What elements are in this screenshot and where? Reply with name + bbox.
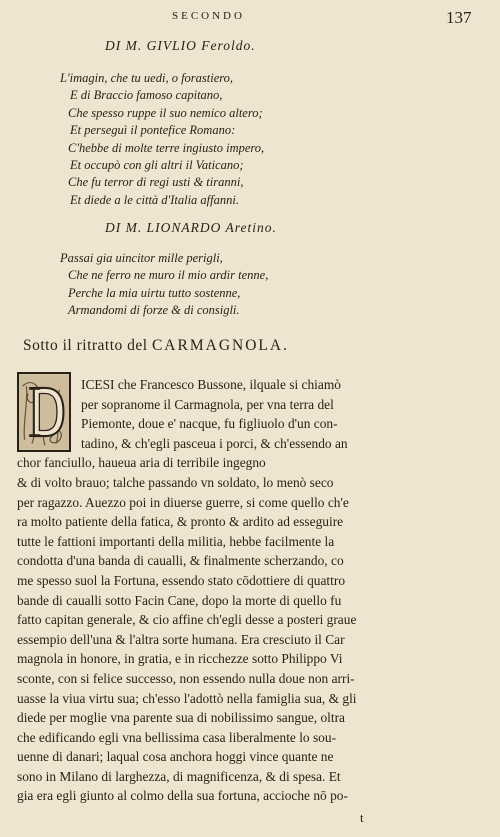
prose-line: ICESI che Francesco Bussone, ilquale si chiamò	[81, 377, 341, 392]
poem-line: Armandomi di forze & di consigli.	[68, 303, 240, 318]
prose-line: tutte le fattioni importanti della militia, hebbe facilmente la	[17, 533, 335, 549]
prose-line: essempio dell'una & l'altra sorte humana. Era cresciuto il Car	[17, 631, 345, 647]
poem-lionardo	[60, 250, 400, 320]
prose-line: sconte, con si felice successo, non essendo nulla doue non arri-	[17, 670, 355, 686]
poem-line: C'hebbe di molte terre ingiusto impero,	[68, 140, 265, 155]
poem-line: Perche la mia uirtu tutto sostenne,	[68, 285, 241, 300]
section-title-lionardo: DI M. LIONARDO Aretino.	[105, 220, 277, 235]
prose-line: per ragazzo. Auezzo poi in diuerse guerre, si come quello ch'e	[17, 494, 349, 510]
prose-line: ra molto patiente della fatica, & pronto & ardito ad esseguire	[17, 514, 344, 530]
prose-line: magnola in honore, in gratia, e in ricchezze sotto Philippo Vi	[17, 651, 343, 667]
prose-line: che edificando egli vna bellissima casa liberalmente lo sou-	[17, 729, 337, 745]
prose-line: condotta d'una banda di caualli, & finalmente scherzando, co	[17, 553, 344, 569]
prose-line: fatto capitan generale, & cio affine ch'egli desse a posteri graue	[17, 612, 357, 628]
prose-line: sono in Milano di larghezza, di magnificenza, & di spesa. Et	[17, 768, 341, 784]
poem-line: Che ne ferro ne muro il mio ardir tenne,	[68, 268, 269, 283]
poem-line: Et occupò con gli altri il Vaticano;	[70, 158, 244, 173]
running-head: SECONDO	[172, 10, 245, 22]
prose-line: me spesso suol la Fortuna, essendo stato cōdottiere di quattro	[17, 572, 346, 588]
prose-line: diede per moglie vna parente sua di nobilissimo sangue, oltra	[17, 710, 345, 726]
prose-line: uenne di danari; laqual cosa anchora hoggi vince quante ne	[17, 749, 334, 765]
prose-heading-prefix: Sotto il ritratto del	[23, 337, 152, 354]
prose-line: tadino, & ch'egli pasceua i porci, & ch'essendo an	[81, 435, 348, 451]
poem-line: Che spesso ruppe il suo nemico altero;	[68, 105, 263, 120]
prose-line: & di volto brauo; talche passando vn soldato, lo menò seco	[17, 474, 334, 490]
prose-line: bande di caualli sotto Facin Cane, dopo la morte di quello fu	[17, 592, 342, 608]
prose-text	[17, 375, 425, 806]
poem-giulio	[60, 70, 400, 209]
prose-heading	[23, 337, 289, 355]
catchword: t	[360, 810, 364, 825]
prose-line: chor fanciullo, haueua aria di terribile ingegno	[17, 455, 266, 471]
section-title-giulio: DI M. GIVLIO Feroldo.	[105, 38, 256, 53]
poem-line: Che fu terror di regi usti & tiranni,	[68, 175, 244, 190]
poem-line: E di Braccio famoso capitano,	[70, 88, 223, 103]
poem-line: Et diede a le città d'Italia affanni.	[70, 192, 239, 207]
prose-heading-name: CARMAGNOLA.	[151, 337, 289, 354]
poem-line: Passai gia uincitor mille perigli,	[60, 251, 223, 265]
poem-line: Et perseguì il pontefice Romano:	[70, 123, 236, 138]
prose-line: Piemonte, doue e' nacque, fu figliuolo d'un con-	[81, 416, 338, 432]
prose-line: gia era egli giunto al colmo della sua fortuna, accioche nō po-	[17, 788, 348, 804]
poem-line: L'imagin, che tu uedi, o forastiero,	[60, 71, 234, 85]
page-number: 137	[446, 8, 472, 27]
prose-line: per sopranome il Carmagnola, per vna terra del	[81, 396, 334, 412]
prose-line: uasse la viua virtu sua; ch'esso l'adottò nella famiglia sua, & gli	[17, 690, 357, 706]
